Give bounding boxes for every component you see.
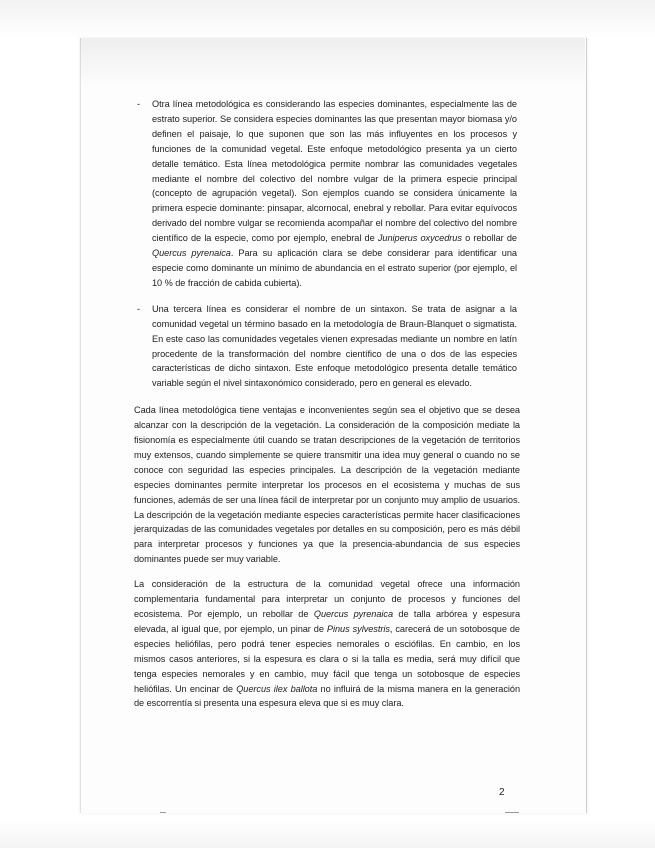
document-body bbox=[134, 97, 521, 711]
species-name: Juniperus oxycedrus bbox=[377, 233, 462, 244]
species-name: Pinus sylvestris bbox=[326, 623, 390, 634]
scan-mark bbox=[160, 812, 166, 813]
page-number: 2 bbox=[499, 787, 505, 798]
species-name: Quercus pyrenaica bbox=[152, 248, 231, 259]
scan-shadow bbox=[80, 38, 585, 88]
bullet-item-dominant-species bbox=[137, 97, 517, 291]
bullet-marker: - bbox=[137, 303, 141, 314]
paragraph-comparison: Cada línea metodológica tiene ventajas e inconvenientes según sea el objetivo que se desea alcanzar con la descripción de la vegetación. La consideración de la composición mediate la fisionomía es especialmente útil cuando se tratan descripciones de la vegetación de territorios muy extensos, cuando simplemente se quiere transmitir una idea muy general o cuando no se conoce con seguridad las especies principales. La descripción de la vegetación mediante especies dominantes permite interpretar los procesos en el ecosistema y muchas de sus funciones, además de ser una línea fácil de interpretar por un conjunto muy amplio de usuarios. La descripción de la vegetación mediante especies características permite hacer clasificaciones jerarquizadas de las comunidades vegetales por detalles en su composición, pero es más débil para interpretar procesos y funciones ya que la presencia-abundancia de sus especies dominantes puede ser muy variable. bbox=[134, 405, 520, 565]
bullet-text: Otra línea metodológica es considerando las especies dominantes, especialmente las de estrato superior. Se considera especies dominantes las que presentan mayor biomasa y/o definen el paisaje, lo que suponen que son las más influyentes en los procesos y funciones de la comunidad vegetal. Este enfoque metodológico presenta ya un cierto detalle temático. Esta línea metodológica permite nombrar las comunidades vegetales mediante el nombre del colectivo del nombre vulgar de la primera especie principal (concepto de agrupación vegetal). Son ejemplos cuando se considera únicamente la primera especie dominante: pinsapar, alcornocal, enebral y rebollar. Para evitar equívocos derivado del nombre vulgar se recomienda acompañar el nombre del colectivo del nombre científico de la especie, como por ejemplo, enebral de Juniperus oxycedrus o rebollar de Quercus pyrenaica. Para su aplicación clara se debe considerar para identificar una especie como dominante un mínimo de abundancia en el estrato superior (por ejemplo, el 10 % de fracción de cabida cubierta). bbox=[152, 99, 517, 288]
species-name: Quercus pyrenaica bbox=[313, 609, 394, 619]
bullet-marker: - bbox=[137, 99, 141, 109]
bullet-item-syntaxon bbox=[137, 302, 517, 391]
species-name: Quercus ilex ballota bbox=[236, 683, 318, 694]
scan-mark bbox=[505, 812, 519, 813]
bullet-text: Una tercera línea es considerar el nombre de un sintaxon. Se trata de asignar a la comunidad vegetal un término basado en la metodología de Braun-Blanquet o sigmatista. En este caso las comunidades vegetales vienen expresadas mediante un nombre en latín procedente de la transformación del nombre científico de una o dos de las especies características de dicho sintaxon. Este enfoque metodológico presenta detalle temático variable según el nivel sintaxonómico considerado, pero en general es elevado. bbox=[152, 303, 517, 389]
paragraph-structure: La consideración de la estructura de la comunidad vegetal ofrece una información complementaria fundamental para interpretar un conjunto de procesos y funciones del ecosistema. Por ejemplo, un rebollar de Quercus pyrenaica de talla arbórea y espesura elevada, al igual que, por ejemplo, un pinar de Pinus sylvestris, carecerá de un sotobosque de especies heliófilas, pero podrá tener especies nemorales o esciófilas. En cambio, en los mismos casos anteriores, si la espesura es clara o si la talla es media, será muy difícil que tenga especies nemorales y en cambio, muy fácil que tenga un sotobosque de especies heliófilas. Un encinar de Quercus ilex ballota no influirá de la misma manera en la generación de escorrentía si presenta una espesura eleva que si es muy clara. bbox=[134, 579, 521, 709]
